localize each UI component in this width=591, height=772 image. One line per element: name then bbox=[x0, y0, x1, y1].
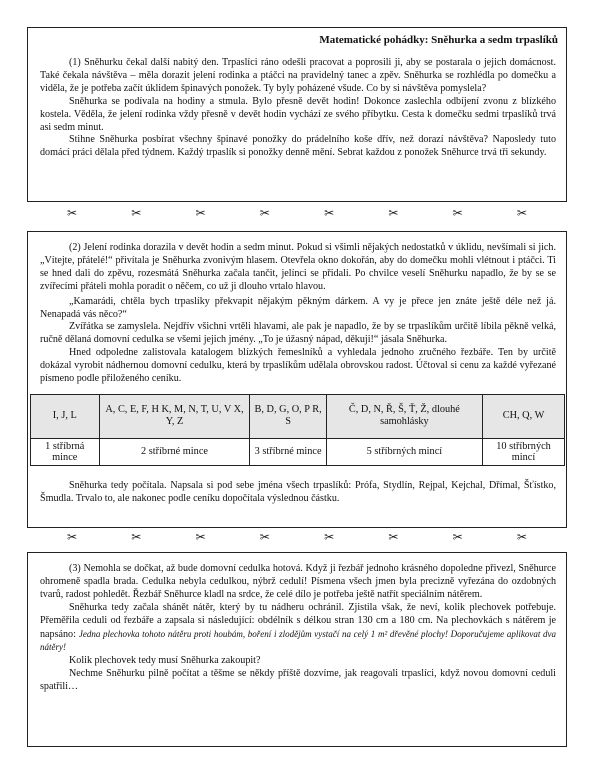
scissors-icon: ✂ bbox=[324, 206, 335, 220]
page-title: Matematické pohádky: Sněhurka a sedm trpaslíků bbox=[319, 34, 558, 46]
section2-paragraph-4: Hned odpoledne zalistovala katalogem blízkých řemeslníků a vyhledala jednoho zručného řezbáře. Ten by určitě dokázal vyrobit nádhernou domovní cedulku, která by trpaslíkům udělala obrovskou radost. Účtoval si cenu za každé vyřezané písmeno podle přiloženého ceníku. bbox=[40, 347, 556, 385]
story-section-1 bbox=[27, 27, 567, 202]
scissors-icon: ✂ bbox=[195, 530, 206, 544]
section2-after-table: Sněhurka tedy počítala. Napsala si pod sebe jména všech trpaslíků: Prófa, Stydlín, Rejpal, Kejchal, Dřímal, Šťístko, Šmudla. Trvalo to, ale nakonec podle ceníku dopočítala výslednou částku. bbox=[40, 479, 556, 504]
scissors-icon: ✂ bbox=[131, 206, 142, 220]
scissors-icon: ✂ bbox=[516, 530, 527, 544]
section3-paragraph-1: (3) Nemohla se dočkat, až bude domovní cedulka hotová. Když ji řezbář jednoho krásného dopoledne přivezl, Sněhurce ohromeně spadla brada. Cedulka nebyla cedulkou, nýbrž cedulí! Písmena všech jmen byla precizně vyřezána do ozdobných tvarů, radost pohledět. Řezbář Sněhurce kladl na srdce, že celé dílo je potřeba ještě natřít speciálním nátěrem. bbox=[40, 563, 556, 600]
scissors-icon: ✂ bbox=[452, 206, 463, 220]
coins-cell: 3 stříbrné mince bbox=[250, 438, 326, 465]
coins-cell: 2 stříbrné mince bbox=[99, 438, 250, 465]
coins-cell: 1 stříbrná mince bbox=[31, 438, 100, 465]
coins-cell: 5 stříbrných mincí bbox=[326, 438, 482, 465]
story-section-2 bbox=[27, 231, 567, 528]
section3-question: Kolik plechovek tedy musí Sněhurka zakoupit? bbox=[69, 655, 261, 667]
section3-paragraph-2-text: Sněhurka tedy začala shánět nátěr, který by tu nádheru ochránil. Zjistila však, že neví, kolik plechovek potřebuje. Přeměřila ceduli od řezbáře a zapsala si následující: obdélník s délkou stran 130 cm a 180 cm. Na plechovkách s nátěrem je napsáno: bbox=[40, 601, 556, 640]
scissors-icon: ✂ bbox=[516, 206, 527, 220]
scissors-icon: ✂ bbox=[324, 530, 335, 544]
section2-paragraph-3: Zvířátka se zamyslela. Nejdřív všichni vrtěli hlavami, ale pak je napadlo, že by se trpaslíkům určitě líbila pěkně velká, ručně dělaná domovní cedulka se všemi jejich jmény. „To je úžasný nápad, děkuji!“ jásala Sněhurka. bbox=[40, 321, 556, 346]
scissors-icon: ✂ bbox=[195, 206, 206, 220]
letters-cell: CH, Q, W bbox=[483, 394, 565, 438]
letters-cell: Č, D, N, Ř, Š, Ť, Ž, dlouhé samohlásky bbox=[326, 394, 482, 438]
scissors-icon: ✂ bbox=[388, 206, 399, 220]
section3-paragraph-4: Nechme Sněhurku pilně počítat a těšme se někdy příště dozvíme, jak reagovali trpaslíci, když novou domovní ceduli spatřili… bbox=[40, 668, 556, 693]
scissors-icon: ✂ bbox=[452, 530, 463, 544]
price-table-letters-row bbox=[31, 394, 565, 438]
section3-paragraph-2 bbox=[28, 602, 566, 656]
letters-cell: A, C, E, F, H K, M, N, T, U, V X, Y, Z bbox=[99, 394, 250, 438]
letters-cell: I, J, L bbox=[31, 394, 100, 438]
scissors-icon: ✂ bbox=[67, 206, 78, 220]
cut-line-2 bbox=[27, 530, 567, 544]
scissors-icon: ✂ bbox=[388, 530, 399, 544]
section1-paragraph-1: (1) Sněhurku čekal další nabitý den. Trpaslíci ráno odešli pracovat a poprosili ji, aby se postarala o jejich domácnost. Také čekala návštěva – měla dorazit jelení rodinka a ptáčci na pravidelný tanec a zpěv. Sněhurka se rozhlédla po domečku a viděla, že je potřeba začít úklidem špinavých ponožek. Ty byly poházené všude. Co by si návštěva pomyslela? bbox=[40, 57, 556, 94]
scissors-icon: ✂ bbox=[67, 530, 78, 544]
coins-cell: 10 stříbrných mincí bbox=[483, 438, 565, 465]
cut-line-1 bbox=[27, 206, 567, 220]
section1-paragraph-3: Stihne Sněhurka posbírat všechny špinavé ponožky do prádelního koše dřív, než dorazí návštěva? Naposledy tuto domácí práci dělala před týdnem. Každý trpaslík si ponožky denně mění. Sebrat každou z ponožek Sněhurce trvá tři sekundy. bbox=[40, 134, 556, 159]
scissors-icon: ✂ bbox=[259, 206, 270, 220]
paint-label-quote: Jedna plechovka tohoto nátěru proti houbám, boření i zlodějům vystačí na celý 1 m² dřevěné plochy! Doporučujeme aplikovat dva nátěry! bbox=[40, 628, 556, 653]
section2-paragraph-2: „Kamarádi, chtěla bych trpaslíky překvapit nějakým pěkným dárkem. A vy je přece jen znáte ještě déle než já. Nenapadá vás něco?“ bbox=[40, 295, 556, 320]
letters-cell: B, D, G, O, P R, S bbox=[250, 394, 326, 438]
story-section-3 bbox=[27, 552, 567, 747]
scissors-icon: ✂ bbox=[131, 530, 142, 544]
price-table-coins-row bbox=[31, 438, 565, 465]
section2-paragraph-1: (2) Jelení rodinka dorazila v devět hodin a sedm minut. Pokud si všimli nějakých nedostatků v úklidu, nevšímali si jich. „Vítejte, přátelé!“ přivítala je Sněhurka zvonivým hlasem. Otevřela okno dokořán, aby do domečku mohli vlétnout i ptáčci. Ti se hned dali do zpěvu, rozesmátá Sněhurka začala tančit, jelínci se přidali. Po chvilce veselí Sněhurku napadlo, že by se se zvířecími přáteli mohla poradit o něčem, co už ji dlouho vrtalo hlavou. bbox=[40, 242, 556, 292]
scissors-icon: ✂ bbox=[259, 530, 270, 544]
section1-paragraph-2: Sněhurka se podívala na hodiny a stmula. Bylo přesně devět hodin! Dokonce zaslechla odbíjení zvonu z blízkého kostela. Věděla, že jelení rodinka vždy přesně v devět hodin vychází ze svého příbytku. Cesta k domečku sedmi trpaslíků trvá asi sedm minut. bbox=[40, 95, 556, 133]
price-table bbox=[30, 394, 565, 466]
